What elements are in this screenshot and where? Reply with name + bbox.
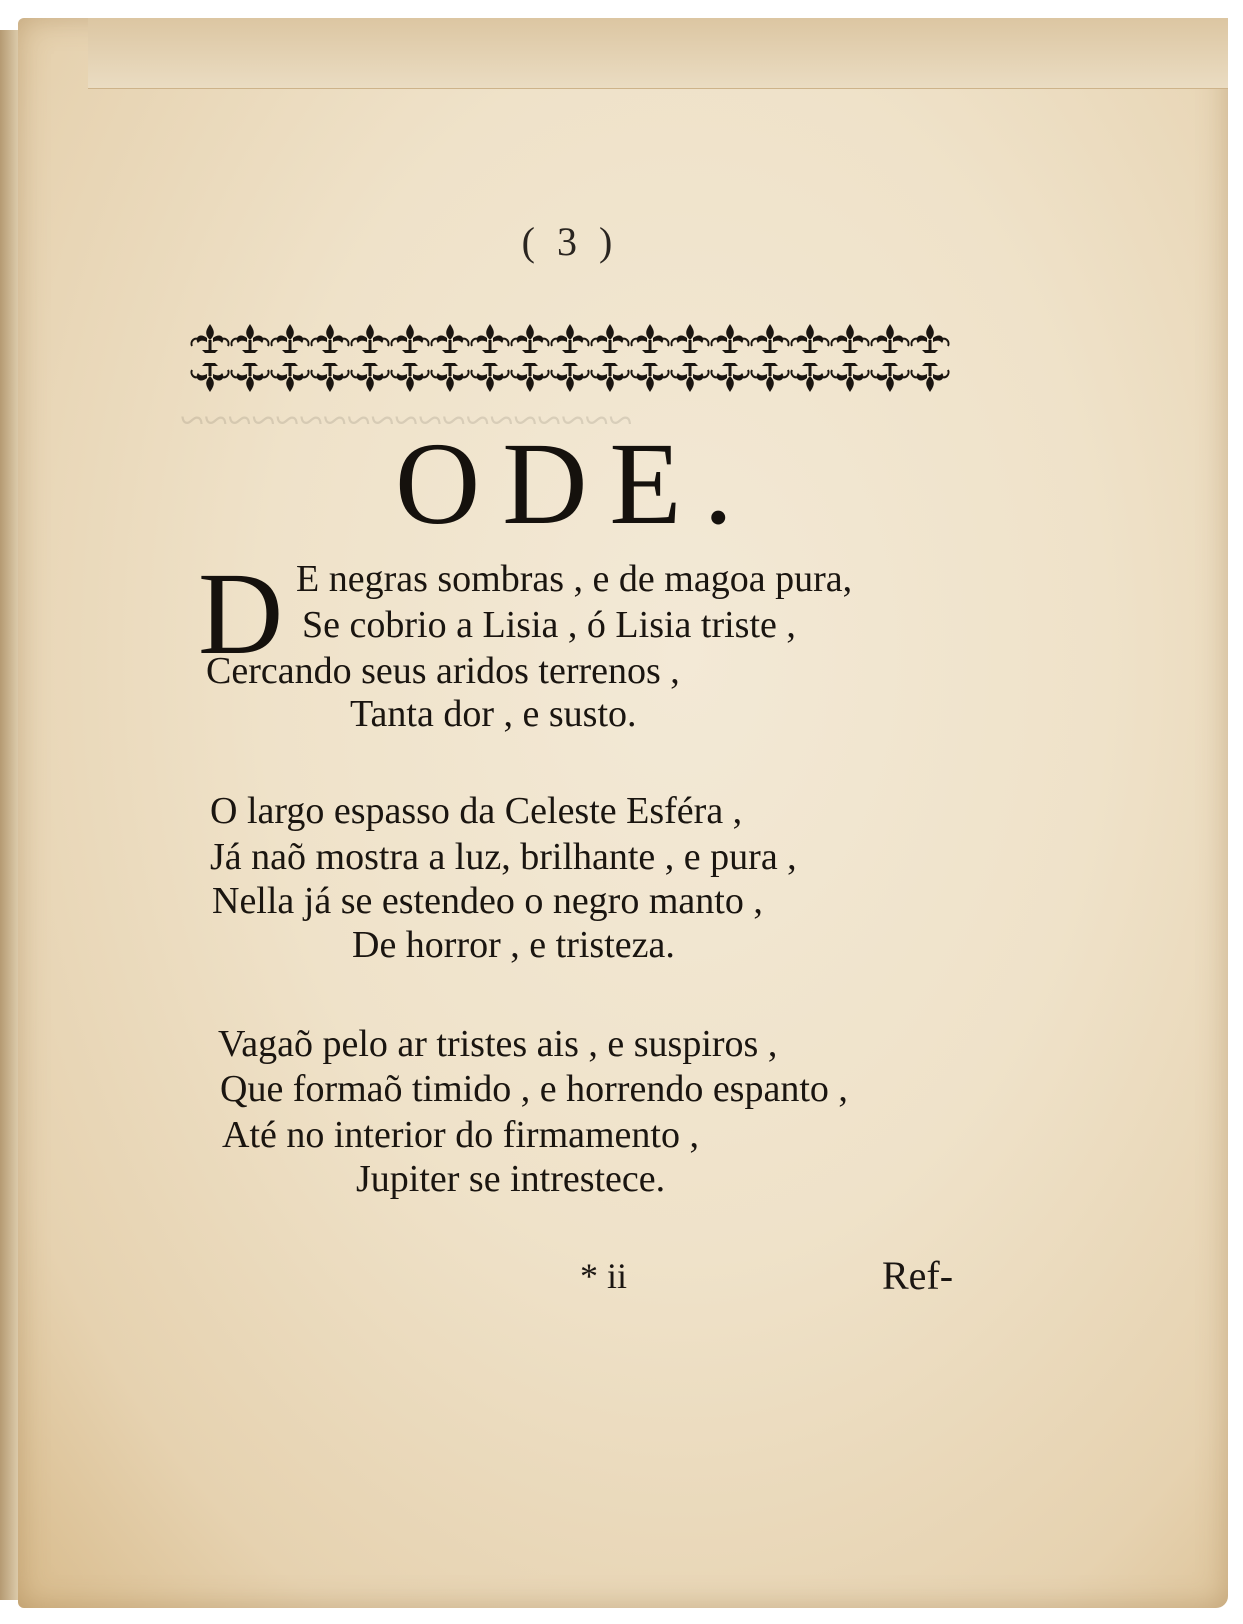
- page-number: ( 3 ): [521, 219, 619, 264]
- drop-cap: D: [198, 548, 284, 679]
- verse-line: Vagaõ pelo ar tristes ais , e suspiros ,: [218, 1023, 778, 1065]
- catchword: Ref-: [882, 1253, 954, 1298]
- verse-line: Até no interior do firmamento ,: [222, 1114, 699, 1156]
- verse-line: Já naõ mostra a luz, brilhante , e pura ,: [210, 836, 797, 878]
- fleuron-band-icon: [190, 312, 960, 404]
- verse-line: Nella já se estendeo o negro manto ,: [212, 880, 763, 922]
- verse-line: Cercando seus aridos terrenos ,: [206, 650, 680, 692]
- verse-line: O largo espasso da Celeste Esféra ,: [210, 790, 743, 832]
- verse-line: Se cobrio a Lisia , ó Lisia triste ,: [302, 604, 796, 646]
- verse-line: Tanta dor , e susto.: [350, 693, 637, 735]
- verse-line: De horror , e tristeza.: [352, 924, 675, 966]
- verse-line: Que formaõ timido , e horrendo espanto ,: [220, 1068, 848, 1110]
- verse-line: E negras sombras , e de magoa pura,: [296, 558, 853, 600]
- bleed-through-text: ~~~~~~~~~~~~~~~~~~~: [180, 396, 633, 445]
- page-top-fold: [88, 18, 1228, 89]
- verse-line: Jupiter se intrestece.: [356, 1158, 666, 1200]
- signature-mark: * ii: [580, 1256, 628, 1296]
- poem-title: ODE.: [394, 418, 755, 549]
